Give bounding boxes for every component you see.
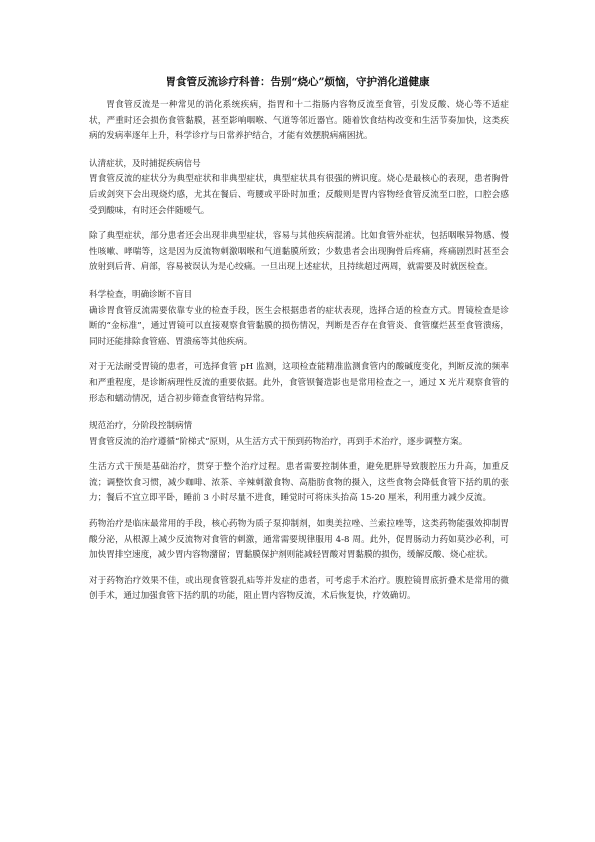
section-diagnosis <box>89 288 509 407</box>
section-heading: 科学检查，明确诊断不盲目 <box>89 289 193 300</box>
intro-paragraph: 胃食管反流是一种常见的消化系统疾病，指胃和十二指肠内容物反流至食管，引发反酸、烧心等不适症状，严重时还会损伤食管黏膜，甚至影响咽喉、气道等邻近器官。随着饮食结构改变和生活节奏加快，这类疾病的发病率逐年上升，科学诊疗与日常养护结合，才能有效摆脱病痛困扰。 <box>89 100 509 142</box>
section-heading: 规范治疗，分阶段控制病情 <box>89 421 193 432</box>
section-treatment <box>89 419 509 605</box>
section-paragraph: 胃食管反流的治疗遵循“阶梯式”原则，从生活方式干预到药物治疗，再到手术治疗，逐步调整方案。 <box>89 436 468 447</box>
section-paragraph: 确诊胃食管反流需要依靠专业的检查手段，医生会根据患者的症状表现，选择合适的检查方式。胃镜检查是诊断的“金标准”，通过胃镜可以直接观察食管黏膜的损伤情况，判断是否存在食管炎、食管糜烂甚至食管溃疡，同时还能排除食管癌、胃溃疡等其他疾病。 <box>89 305 509 347</box>
document-title: 胃食管反流诊疗科普：告别“烧心”烦恼，守护消化道健康 <box>165 76 430 88</box>
section-paragraph: 对于药物治疗效果不佳，或出现食管裂孔疝等并发症的患者，可考虑手术治疗。腹腔镜胃底折叠术是常用的微创手术，通过加强食管下括约肌的功能，阻止胃内容物反流，术后恢复快，疗效确切。 <box>89 575 509 602</box>
section-paragraph: 药物治疗是临床最常用的手段，核心药物为质子泵抑制剂，如奥美拉唑、兰索拉唑等，这类药物能强效抑制胃酸分泌，从根源上减少反流物对食管的刺激，通常需要规律服用 4-8 周。此外，促胃肠动力药如莫沙必利，可加快胃排空速度，减少胃内容物潴留；胃黏膜保护剂则能减轻胃酸对胃黏膜的损伤，缓解反酸、烧心症状。 <box>89 519 509 561</box>
section-paragraph: 对于无法耐受胃镜的患者，可选择食管 pH 监测，这项检查能精准监测食管内的酸碱度变化，判断反流的频率和严重程度，是诊断病理性反流的重要依据。此外，食管钡餐造影也是常用检查之一，通过 X 光片观察食管的形态和蠕动情况，适合初步筛查食管结构异常。 <box>89 362 509 404</box>
section-paragraph: 除了典型症状，部分患者还会出现非典型症状，容易与其他疾病混淆。比如食管外症状，包括咽喉异物感、慢性咳嗽、哮喘等，这是因为反流物刺激咽喉和气道黏膜所致；少数患者会出现胸骨后疼痛，疼痛剧烈时甚至会放射到后背、肩部，容易被误认为是心绞痛。一旦出现上述症状，且持续超过两周，就需要及时就医检查。 <box>89 231 509 273</box>
section-heading: 认清症状，及时捕捉疾病信号 <box>89 158 201 169</box>
document-body <box>89 98 509 605</box>
section-paragraph: 胃食管反流的症状分为典型症状和非典型症状，典型症状具有很强的辨识度。烧心是最核心的表现，患者胸骨后或剑突下会出现烧灼感，尤其在餐后、弯腰或平卧时加重；反酸则是胃内容物经食管反流至口腔，口腔会感受到酸味，有时还会伴随嗳气。 <box>89 174 509 216</box>
section-paragraph: 生活方式干预是基础治疗，贯穿于整个治疗过程。患者需要控制体重，避免肥胖导致腹腔压力升高，加重反流；调整饮食习惯，减少咖啡、浓茶、辛辣刺激食物、高脂肪食物的摄入，这些食物会降低食管下括约肌的张力；餐后不宜立即平卧，睡前 3 小时尽量不进食，睡觉时可将床头抬高 15-20 厘米，利用重力减少反流。 <box>89 462 509 504</box>
section-symptoms <box>89 157 509 276</box>
